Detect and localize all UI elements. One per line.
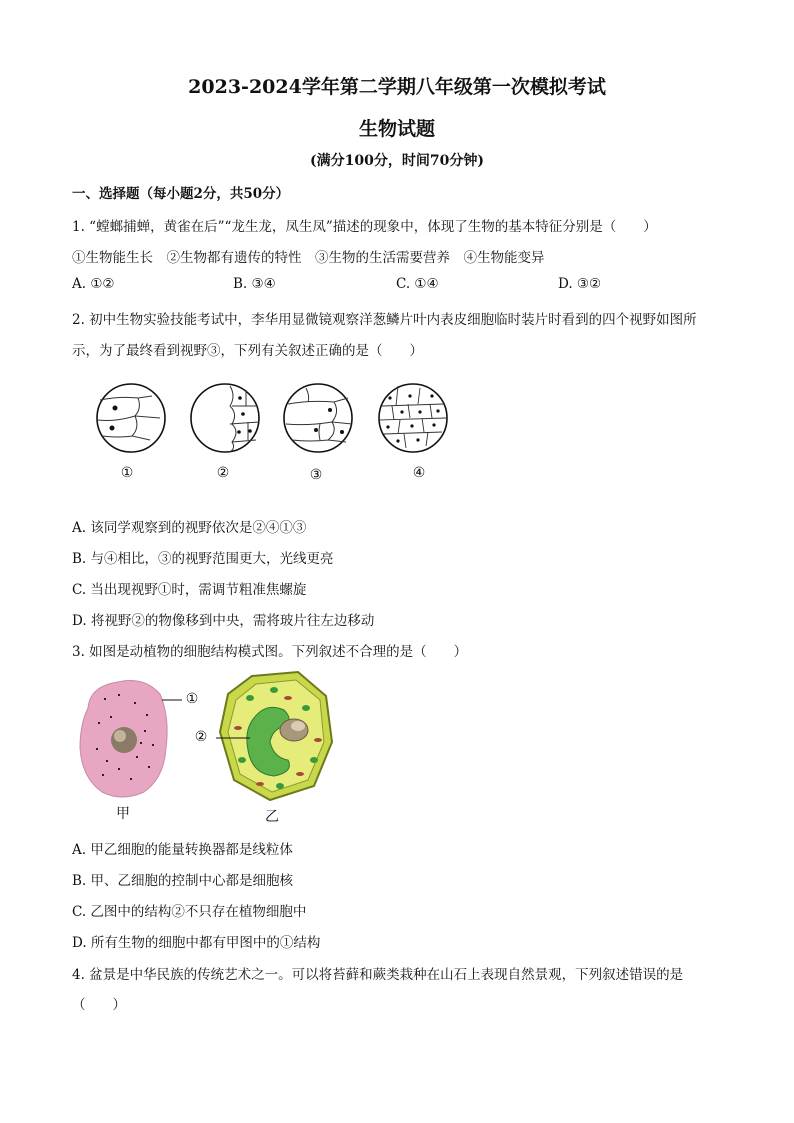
q2-option-a: A. 该同学观察到的视野依次是②④①③ [72, 520, 307, 536]
q1-stem: 1. “螳螂捕蝉，黄雀在后”“龙生龙，凤生凤”描述的现象中，体现了生物的基本特征分别是（ ） [72, 219, 657, 235]
subject-title: 生物试题 [358, 118, 435, 140]
q2-stem-line2: 示，为了最终看到视野③，下列有关叙述正确的是（ ） [72, 343, 423, 359]
plant-cell-label: 乙 [265, 809, 279, 825]
q2-stem-line1: 2. 初中生物实验技能考试中，李华用显微镜观察洋葱鳞片叶内表皮细胞临时装片时看到的四个视野如图所 [72, 312, 697, 328]
microscope-field-4 [379, 384, 447, 452]
exam-title: 2023-2024学年第二学期八年级第一次模拟考试 [188, 76, 606, 98]
q1-option-c: C. ①④ [396, 276, 439, 292]
figure-label-2: ② [216, 465, 230, 481]
q1-option-d: D. ③② [558, 276, 602, 292]
section-heading: 一、选择题（每小题2分，共50分） [72, 186, 290, 202]
pointer-label-1: ① [185, 691, 199, 707]
q2-option-d: D. 将视野②的物像移到中央，需将玻片往左边移动 [72, 613, 375, 629]
q3-option-a: A. 甲乙细胞的能量转换器都是线粒体 [72, 842, 293, 858]
microscope-field-1 [97, 384, 165, 452]
microscope-field-2 [191, 384, 259, 452]
figure-label-1: ① [120, 465, 134, 481]
q2-option-c: C. 当出现视野①时，需调节粗准焦螺旋 [72, 582, 307, 598]
plant-cell [216, 672, 332, 800]
q1-option-a: A. ①② [72, 276, 115, 292]
cell-structure-figure [74, 668, 374, 808]
figure-label-3: ③ [309, 467, 323, 483]
q3-option-b: B. 甲、乙细胞的控制中心都是细胞核 [72, 873, 294, 889]
q4-stem-line1: 4. 盆景是中华民族的传统艺术之一。可以将苔藓和蕨类栽种在山石上表现自然景观，下列叙述错误的是 [72, 967, 684, 983]
q1-option-b: B. ③④ [233, 276, 276, 292]
figure-label-4: ④ [412, 465, 426, 481]
exam-note: (满分100分，时间70分钟) [310, 153, 484, 169]
q3-stem: 3. 如图是动植物的细胞结构模式图。下列叙述不合理的是（ ） [72, 644, 468, 660]
microscope-field-3 [284, 384, 352, 452]
q4-stem-line2: （ ） [72, 997, 126, 1013]
animal-cell-label: 甲 [116, 806, 130, 822]
animal-cell [80, 681, 182, 798]
q1-statements: ①生物能生长 ②生物都有遗传的特性 ③生物的生活需要营养 ④生物能变异 [72, 250, 545, 266]
q3-option-d: D. 所有生物的细胞中都有甲图中的①结构 [72, 935, 321, 951]
pointer-label-2: ② [194, 729, 208, 745]
q3-option-c: C. 乙图中的结构②不只存在植物细胞中 [72, 904, 307, 920]
q2-option-b: B. 与④相比，③的视野范围更大，光线更亮 [72, 551, 334, 567]
